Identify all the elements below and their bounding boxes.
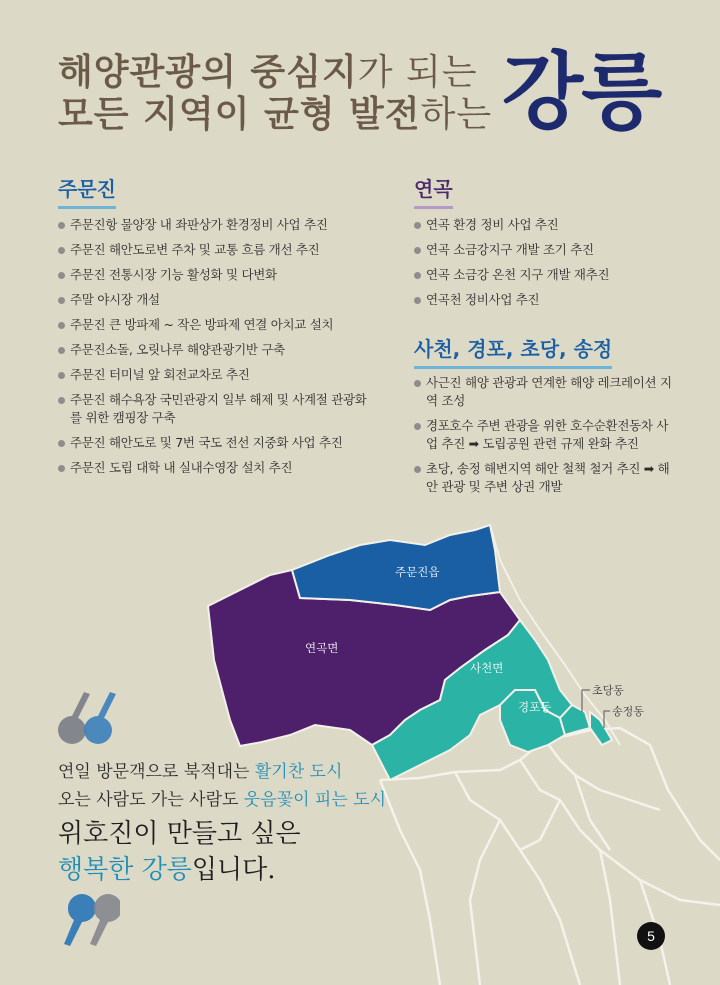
bullet-dot-icon <box>414 247 421 254</box>
list-item-text: 연곡 소금강지구 개발 조기 추진 <box>426 242 594 257</box>
list-item <box>414 460 679 496</box>
list-item-text: 주문진 해수욕장 국민관광지 일부 해제 및 사계절 관광화를 위한 캠핑장 구축 <box>70 392 367 425</box>
list-item-text: 주문진 전통시장 기능 활성화 및 다변화 <box>70 267 277 282</box>
open-quote-icon <box>58 688 120 748</box>
bullet-dot-icon <box>414 297 421 304</box>
bullet-dot-icon <box>58 247 65 254</box>
bullet-dot-icon <box>414 222 421 229</box>
bullet-dot-icon <box>58 222 65 229</box>
quote-line-4-text: 입니다. <box>191 855 276 885</box>
list-item-text: 주말 야시장 개설 <box>70 292 160 307</box>
page-title: 강릉 <box>502 43 661 141</box>
headline-line-1-bold: 해양관광의 중심지 <box>58 52 358 93</box>
quote-line-1-highlight: 활기찬 도시 <box>254 762 343 782</box>
quote-line-2 <box>58 786 386 814</box>
close-quote-icon <box>58 890 120 950</box>
map-label-songjeong: 송정동 <box>612 705 644 718</box>
list-item-text: 초당, 송정 해변지역 해안 철책 철거 추진 ➡ 해안 관광 및 주변 상권 개발 <box>426 461 670 494</box>
list-item <box>58 459 368 477</box>
list-sacheon <box>414 374 679 503</box>
list-item-text: 주문진 도립 대학 내 실내수영장 설치 추진 <box>70 460 293 475</box>
map-label-gyeongpo: 경포동 <box>518 700 552 714</box>
bullet-dot-icon <box>58 440 65 447</box>
list-item-text: 연곡 소금강 온천 지구 개발 재추진 <box>426 267 610 282</box>
bullet-dot-icon <box>58 272 65 279</box>
quote-lines-large <box>58 816 301 888</box>
list-item-text: 사근진 해양 관광과 연계한 해양 레크레이션 지역 조성 <box>426 375 672 408</box>
bullet-dot-icon <box>414 423 421 430</box>
map-other-districts <box>380 728 720 985</box>
list-item <box>414 216 704 234</box>
map-label-jumunjin: 주문진읍 <box>395 565 440 579</box>
list-item-text: 주문진소돌, 오릿나루 해양관광기반 구축 <box>70 342 285 357</box>
section-title-sacheon: 사천, 경포, 초당, 송정 <box>414 336 612 369</box>
quote-line-1-text: 연일 방문객으로 북적대는 <box>58 762 255 782</box>
list-item <box>58 266 368 284</box>
list-item-text: 주문진 해안도로변 주차 및 교통 흐름 개선 추진 <box>70 242 320 257</box>
bullet-dot-icon <box>414 466 421 473</box>
bullet-dot-icon <box>58 297 65 304</box>
page-number: 5 <box>637 922 665 950</box>
quote-line-1 <box>58 758 386 786</box>
list-item <box>58 216 368 234</box>
section-title-yeongok: 연곡 <box>414 176 453 209</box>
list-item-text: 주문진 해안도로 및 7번 국도 전선 지중화 사업 추진 <box>70 435 343 450</box>
section-title-jumunjin: 주문진 <box>58 176 116 209</box>
quote-line-2-highlight: 웃음꽃이 피는 도시 <box>243 790 387 810</box>
list-item-text: 주문진항 물양장 내 좌판상가 환경정비 사업 추진 <box>70 217 328 232</box>
headline-line-1 <box>58 52 492 94</box>
list-item <box>414 266 704 284</box>
quote-line-4 <box>58 852 301 888</box>
list-jumunjin <box>58 216 368 484</box>
bullet-dot-icon <box>58 322 65 329</box>
list-item <box>58 391 368 427</box>
list-item-text: 연곡 환경 정비 사업 추진 <box>426 217 559 232</box>
headline <box>58 52 492 136</box>
bullet-dot-icon <box>58 372 65 379</box>
bullet-dot-icon <box>58 347 65 354</box>
quote-lines-small <box>58 758 386 814</box>
headline-line-2 <box>58 94 492 136</box>
bullet-dot-icon <box>414 380 421 387</box>
list-item <box>58 341 368 359</box>
headline-line-1-light: 가 되는 <box>357 52 478 93</box>
list-item-text: 주문진 터미널 앞 회전교차로 추진 <box>70 367 250 382</box>
headline-line-2-bold: 모든 지역이 균형 발전 <box>58 94 421 135</box>
bullet-dot-icon <box>58 397 65 404</box>
list-item <box>58 316 368 334</box>
list-item-text: 주문진 큰 방파제 ~ 작은 방파제 연결 아치교 설치 <box>70 317 334 332</box>
quote-line-3: 위호진이 만들고 싶은 <box>58 819 301 849</box>
map-label-sacheon: 사천면 <box>470 661 504 675</box>
list-item <box>414 241 704 259</box>
bullet-dot-icon <box>414 272 421 279</box>
quote-line-2-text: 오는 사람도 가는 사람도 <box>58 790 244 810</box>
list-item-text: 경포호수 주변 관광을 위한 호수순환전동차 사업 추진 ➡ 도립공원 관련 규제 완화 추진 <box>426 418 669 451</box>
map-label-yeongok: 연곡면 <box>305 641 339 655</box>
list-yeongok <box>414 216 704 316</box>
list-item <box>414 291 704 309</box>
headline-line-2-light: 하는 <box>420 94 493 135</box>
list-item <box>58 291 368 309</box>
bullet-dot-icon <box>58 465 65 472</box>
quote-line-4-highlight: 행복한 강릉 <box>58 855 192 885</box>
list-item <box>414 417 679 453</box>
list-item <box>58 241 368 259</box>
map-label-chodang: 초당동 <box>592 684 624 697</box>
list-item <box>58 434 368 452</box>
list-item <box>414 374 679 410</box>
list-item <box>58 366 368 384</box>
list-item-text: 연곡천 정비사업 추진 <box>426 292 540 307</box>
